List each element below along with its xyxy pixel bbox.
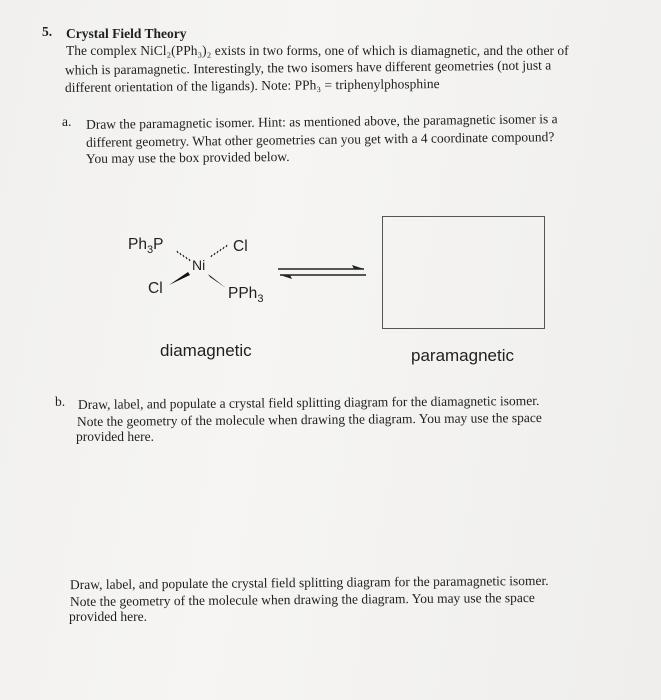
ligand-pph3: PPh$_3$: [228, 285, 264, 305]
part-c-line-1: Draw, label, and populate the crystal field splitting diagram for the paramagnetic isomer.: [69, 572, 549, 593]
part-b-label: b.: [55, 394, 66, 409]
part-c-line-3: provided here.: [69, 609, 147, 624]
part-a-line-1: Draw the paramagnetic isomer. Hint: as mentioned above, the paramagnetic isomer is a: [85, 111, 558, 132]
part-c-line-2: Note the geometry of the molecule when drawing the diagram. You may use the space: [69, 589, 535, 610]
part-a-line-2: different geometry. What other geometries can you get with a 4 coordinate compound?: [85, 129, 555, 150]
part-b-line-2: Note the geometry of the molecule when drawing the diagram. You may use the space: [76, 409, 542, 430]
label-paramagnetic: paramagnetic: [411, 346, 515, 365]
equilibrium-arrows-icon: [276, 265, 368, 279]
part-b-line-1: Draw, label, and populate a crystal field splitting diagram for the diamagnetic isomer.: [77, 392, 540, 413]
hashed-bond-left: [177, 251, 190, 261]
part-a-label: a.: [62, 114, 72, 129]
label-diamagnetic: diamagnetic: [160, 341, 252, 360]
intro-line-3: different orientation of the ligands). Note: PPh₃ = triphenylphosphine: [64, 76, 440, 95]
ligand-cl-top: Cl: [233, 238, 248, 255]
hashed-bond-right: [211, 245, 227, 257]
wedge-bond-right: [208, 274, 226, 288]
part-b-line-3: provided here.: [76, 429, 154, 444]
ligand-ph3p: $Ph_3P$: [128, 236, 164, 256]
wedge-bond-left: [169, 272, 190, 285]
part-a-line-3: You may use the box provided below.: [85, 148, 290, 167]
question-number: 5.: [42, 24, 53, 39]
question-title: Crystal Field Theory: [66, 26, 187, 41]
intro-line-2: which is paramagnetic. Interestingly, the two isomers have different geometries (not just a: [64, 57, 552, 78]
intro-line-1: The complex NiCl₂(PPh₃)₂ exists in two forms, one of which is diamagnetic, and the other of: [66, 43, 569, 58]
paramagnetic-drawing-box[interactable]: [382, 216, 545, 329]
metal-ni: Ni: [192, 257, 206, 273]
ligand-cl-left: Cl: [148, 280, 163, 297]
